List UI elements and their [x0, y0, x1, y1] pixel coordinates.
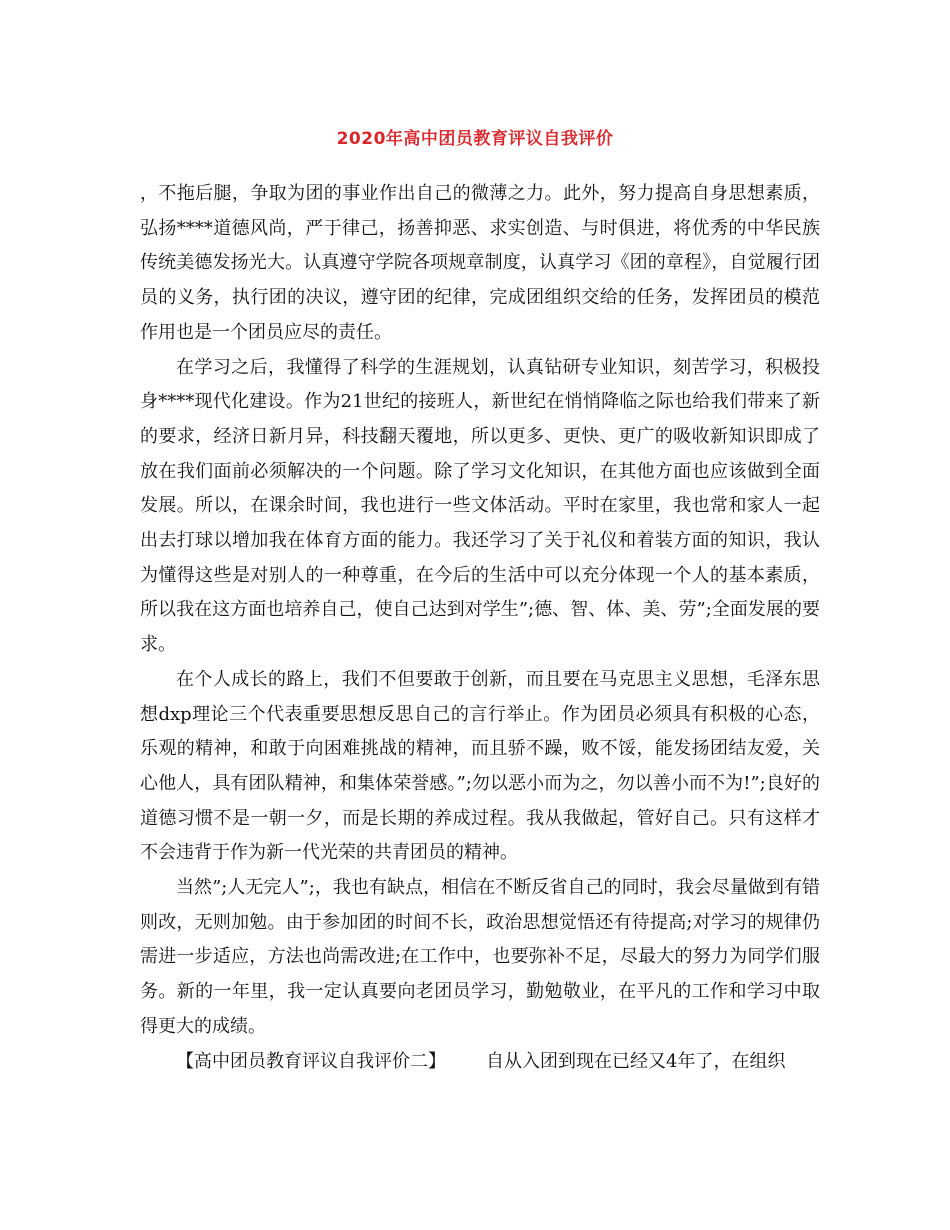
- paragraph-1: ，不拖后腿，争取为团的事业作出自己的微薄之力。此外，努力提高自身思想素质，弘扬****道德风尚，严于律己，扬善抑恶、求实创造、与时俱进，将优秀的中华民族传统美德发扬光大。认真遵守学院各项规章制度，认真学习《团的章程》，自觉履行团员的义务，执行团的决议，遵守团的纪律，完成团组织交给的任务，发挥团员的模范作用也是一个团员应尽的责任。: [140, 183, 820, 343]
- document-title: 2020年高中团员教育评议自我评价: [336, 129, 614, 149]
- section-heading: 【高中团员教育评议自我评价二】: [176, 1050, 446, 1072]
- paragraph-3: 在个人成长的路上，我们不但要敢于创新，而且要在马克思主义思想，毛泽东思想dxp理论三个代表重要思想反思自己的言行举止。作为团员必须具有积极的心态，乐观的精神，和敢于向困难挑战的精神，而且骄不躁，败不馁，能发扬团结友爱，关心他人，具有团队精神，和集体荣誉感。”;勿以恶小而为之，勿以善小而不为!”;良好的道德习惯不是一朝一夕，而是长期的养成过程。我从我做起，管好自己。只有这样才不会违背于作为新一代光荣的共青团员的精神。: [140, 668, 820, 864]
- document-body: [140, 177, 820, 1079]
- section-start-text: 自从入团到现在已经又4年了，在组织: [486, 1050, 786, 1072]
- paragraph-4: 当然”;人无完人”;，我也有缺点，相信在不断反省自己的同时，我会尽量做到有错则改，无则加勉。由于参加团的时间不长，政治思想觉悟还有待提高;对学习的规律仍需进一步适应，方法也尚需改进;在工作中，也要弥补不足，尽最大的努力为同学们服务。新的一年里，我一定认真要向老团员学习，勤勉敬业，在平凡的工作和学习中取得更大的成绩。: [140, 877, 820, 1037]
- section-line: [140, 1045, 820, 1080]
- paragraph-2: 在学习之后，我懂得了科学的生涯规划，认真钻研专业知识，刻苦学习，积极投身****现代化建设。作为21世纪的接班人，新世纪在悄悄降临之际也给我们带来了新的要求，经济日新月异，科技翻天覆地，所以更多、更快、更广的吸收新知识即成了放在我们面前必须解决的一个问题。除了学习文化知识，在其他方面也应该做到全面发展。所以，在课余时间，我也进行一些文体活动。平时在家里，我也常和家人一起出去打球以增加我在体育方面的能力。我还学习了关于礼仪和着装方面的知识，我认为懂得这些是对别人的一种尊重，在今后的生活中可以充分体现一个人的基本素质，所以我在这方面也培养自己，使自己达到对学生”;德、智、体、美、劳”;全面发展的要求。: [140, 356, 820, 656]
